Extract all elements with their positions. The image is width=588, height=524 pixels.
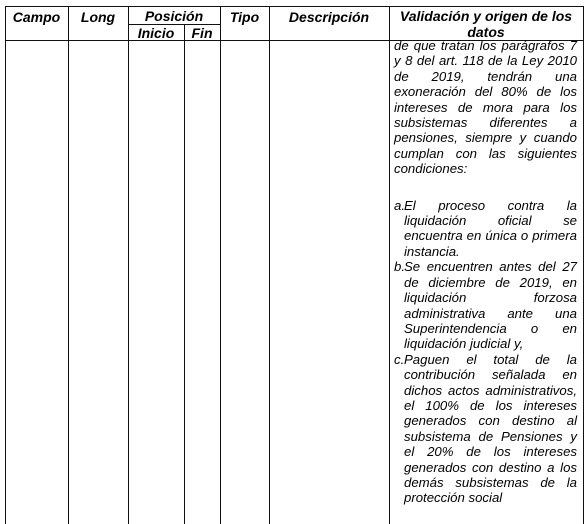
validacion-cell [394, 38, 577, 506]
condicion-text: Paguen el total de la contribución señalada en dichos actos administrativos, el 100% de los intereses generados con destino al subsistema de Pensiones y el 20% de los intereses generados con destino a los demás subsistemas de la protección social [404, 351, 577, 506]
campo-long-divider [68, 6, 69, 524]
descripcion-validacion-divider [389, 6, 390, 524]
table-right-border [583, 6, 584, 524]
tipo-descripcion-divider [269, 6, 270, 524]
inicio-fin-divider [184, 24, 185, 524]
table-top-border [5, 6, 584, 7]
validacion-intro-paragraph: de que tratan los parágrafos 7 y 8 del art. 118 de la Ley 2010 de 2019, tendrán una exoneración del 80% de los intereses de mora para los subsistemas diferentes a pensiones, siempre y cuando cumplan con las siguientes condiciones: [394, 38, 577, 177]
list-marker: c. [394, 351, 405, 367]
posicion-tipo-divider [220, 6, 221, 524]
header-validacion-line1: Validación y origen de los [399, 8, 573, 24]
header-long: Long [80, 9, 116, 25]
list-marker: a. [394, 197, 405, 213]
header-tipo: Tipo [229, 9, 260, 25]
header-validacion-line2: datos [467, 24, 505, 40]
header-fin: Fin [191, 25, 213, 41]
header-posicion: Posición [144, 8, 204, 24]
condicion-text: Se encuentren antes del 27 de diciembre de 2019, en liquidación forzosa administrativa ante una Superintendencia o en liquidación judicial y, [404, 259, 577, 352]
header-campo: Campo [12, 9, 61, 25]
condicion-item-b [394, 259, 577, 351]
header-descripcion: Descripción [288, 9, 370, 25]
condicion-item-a [394, 198, 577, 260]
table-left-border [5, 6, 6, 524]
list-marker: b. [394, 259, 405, 275]
header-inicio: Inicio [137, 25, 175, 41]
condicion-text: El proceso contra la liquidación oficial se encuentra en única o primera instancia. [404, 197, 577, 259]
long-posicion-divider [128, 6, 129, 524]
condicion-item-c [394, 352, 577, 506]
condiciones-list [394, 198, 577, 506]
